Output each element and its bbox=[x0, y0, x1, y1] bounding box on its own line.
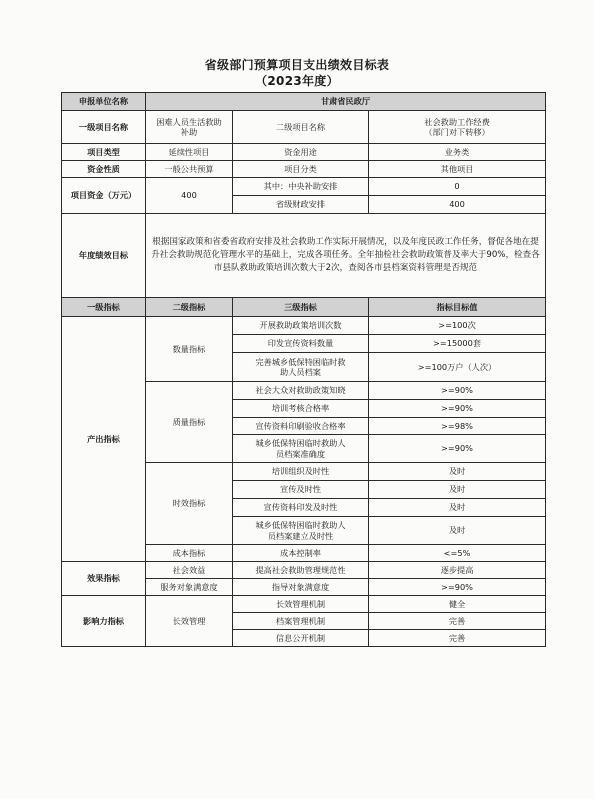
l2-value: 社会救助工作经费 （部门对下转移） bbox=[369, 111, 546, 144]
province-label: 省级财政安排 bbox=[233, 196, 369, 214]
use-label: 资金用途 bbox=[233, 144, 369, 161]
indicator-name: 印发宣传资料数量 bbox=[233, 335, 369, 353]
l2-label: 二级项目名称 bbox=[233, 111, 369, 144]
satisfaction-label: 服务对象满意度 bbox=[146, 579, 233, 596]
unit-label: 申报单位名称 bbox=[62, 93, 146, 111]
row-fund-central bbox=[62, 178, 546, 196]
indicator-name: 档案管理机制 bbox=[233, 613, 369, 630]
col-header-l2: 二级指标 bbox=[146, 298, 233, 317]
fund-total: 400 bbox=[146, 178, 233, 214]
indicator-name: 长效管理机制 bbox=[233, 596, 369, 613]
indicator-name: 社会大众对救助政策知晓 bbox=[233, 382, 369, 400]
quality-indicator-label: 质量指标 bbox=[146, 382, 233, 463]
col-header-l3: 三级指标 bbox=[233, 298, 369, 317]
indicator-value: >=90% bbox=[369, 435, 546, 463]
output-indicator-label: 产出指标 bbox=[62, 317, 146, 562]
indicator-value: 健全 bbox=[369, 596, 546, 613]
nature-value: 一般公共预算 bbox=[146, 161, 233, 178]
use-value: 业务类 bbox=[369, 144, 546, 161]
province-value: 400 bbox=[369, 196, 546, 214]
indicator-name: 培训考核合格率 bbox=[233, 400, 369, 418]
central-label: 其中：中央补助安排 bbox=[233, 178, 369, 196]
nature-label: 资金性质 bbox=[62, 161, 146, 178]
social-benefit-label: 社会效益 bbox=[146, 562, 233, 579]
indicator-name: 成本控制率 bbox=[233, 545, 369, 562]
indicator-name: 指导对象满意度 bbox=[233, 579, 369, 596]
indicator-value: >=90% bbox=[369, 579, 546, 596]
type-label: 项目类型 bbox=[62, 144, 146, 161]
indicator-value: >=90% bbox=[369, 400, 546, 418]
row-column-headers bbox=[62, 298, 546, 317]
category-value: 其他项目 bbox=[369, 161, 546, 178]
table-row bbox=[62, 562, 546, 579]
category-label: 项目分类 bbox=[233, 161, 369, 178]
indicator-value: 及时 bbox=[369, 463, 546, 481]
longterm-management-label: 长效管理 bbox=[146, 596, 233, 647]
indicator-value: >=100次 bbox=[369, 317, 546, 335]
row-annual-goal bbox=[62, 214, 546, 298]
indicator-value: >=90% bbox=[369, 382, 546, 400]
indicator-value: 逐步提高 bbox=[369, 562, 546, 579]
goal-text: 根据国家政策和省委省政府安排及社会救助工作实际开展情况，以及年度民政工作任务，督促各地在提升社会救助规范化管理水平的基础上，完成各项任务。全年抽检社会救助政策普及率大于90%，检查各市县队救助政策培训次数大于2次，查阅各市县档案资料管理是否规范 bbox=[146, 214, 546, 298]
influence-indicator-label: 影响力指标 bbox=[62, 596, 146, 647]
row-fund-nature bbox=[62, 161, 546, 178]
performance-target-table bbox=[61, 92, 546, 647]
row-project-type bbox=[62, 144, 546, 161]
timeliness-indicator-label: 时效指标 bbox=[146, 463, 233, 545]
indicator-value: 及时 bbox=[369, 499, 546, 517]
indicator-value: 及时 bbox=[369, 517, 546, 545]
l1-label: 一级项目名称 bbox=[62, 111, 146, 144]
indicator-value: <=5% bbox=[369, 545, 546, 562]
document-title: 省级部门预算项目支出绩效目标表 bbox=[204, 58, 390, 72]
indicator-name: 培训组织及时性 bbox=[233, 463, 369, 481]
goal-label: 年度绩效目标 bbox=[62, 214, 146, 298]
indicator-value: >=98% bbox=[369, 418, 546, 435]
indicator-name: 信息公开机制 bbox=[233, 630, 369, 647]
indicator-name: 城乡低保特困临时救助人 员档案建立及时性 bbox=[233, 517, 369, 545]
col-header-l1: 一级指标 bbox=[62, 298, 146, 317]
l1-value: 困难人员生活救助 补助 bbox=[146, 111, 233, 144]
indicator-value: 完善 bbox=[369, 630, 546, 647]
quantity-indicator-label: 数量指标 bbox=[146, 317, 233, 382]
cost-indicator-label: 成本指标 bbox=[146, 545, 233, 562]
indicator-value: 及时 bbox=[369, 481, 546, 499]
indicator-name: 宣传资料印发及时性 bbox=[233, 499, 369, 517]
row-project-names bbox=[62, 111, 546, 144]
type-value: 延续性项目 bbox=[146, 144, 233, 161]
indicator-value: 完善 bbox=[369, 613, 546, 630]
indicator-name: 城乡低保特困临时救助人 员档案准确度 bbox=[233, 435, 369, 463]
indicator-name: 宣传及时性 bbox=[233, 481, 369, 499]
indicator-name: 开展救助政策培训次数 bbox=[233, 317, 369, 335]
document-year: （2023年度） bbox=[255, 74, 339, 88]
central-value: 0 bbox=[369, 178, 546, 196]
unit-value: 甘肃省民政厅 bbox=[146, 93, 546, 111]
indicator-value: >=15000套 bbox=[369, 335, 546, 353]
indicator-value: >=100万户（人次） bbox=[369, 353, 546, 382]
indicator-name: 宣传资料印刷验收合格率 bbox=[233, 418, 369, 435]
row-unit bbox=[62, 93, 546, 111]
fund-label: 项目资金（万元） bbox=[62, 178, 146, 214]
table-row bbox=[62, 596, 546, 613]
effect-indicator-label: 效果指标 bbox=[62, 562, 146, 596]
col-header-target: 指标目标值 bbox=[369, 298, 546, 317]
table-row bbox=[62, 317, 546, 335]
indicator-name: 提高社会救助管理规范性 bbox=[233, 562, 369, 579]
indicator-name: 完善城乡低保特困临时救 助人员档案 bbox=[233, 353, 369, 382]
